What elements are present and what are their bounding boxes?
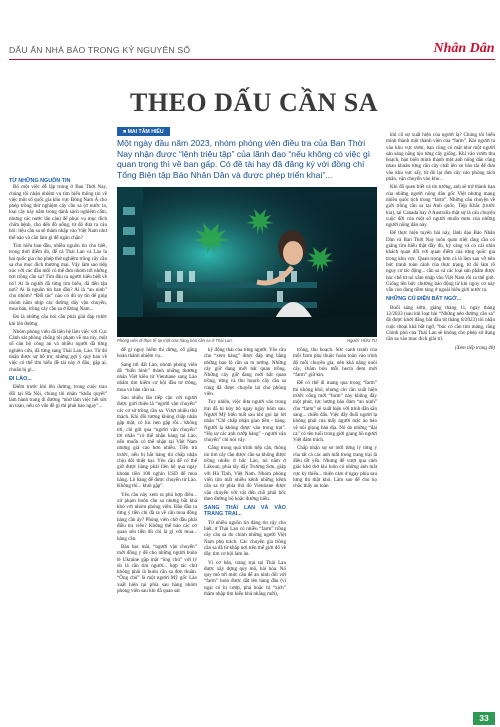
column-4 xyxy=(293,347,377,717)
paragraph: Sau nhiều lần tiếp cận với người được giới thiệu là “người vận chuyển” các cơ sở trồng cần sa. Vượt nhiều thử thách. Khi đồi tương không chấp nhận gặp mặt, có lúc hẹn gặp rồi... không tới, chỉ gửi qua “người vận chuyển” lời nhắn “có thể nhận hàng tại Lào, nếu muốn có thể nhận tại Việt Nam nhưng giá cao hơn nhiều. Tiền trả trước, nếu bị bắt hàng thì chấp nhận chịu đôi thiệt hại. Yêu cầu để có thể giữ được hàng phải liên hệ qua ngay khoản tiền 100 nghìn USD để mua hàng. Lô hàng để được chuyển từ Lào. Không thì... khỏi gặp”. xyxy=(117,395,197,490)
header-rule xyxy=(9,59,495,60)
paragraph: Nhóm phóng viên đã liên hệ làm việc với Cục Cảnh sát phòng chống tội phạm về ma túy, một số cán bộ công an và nhiều người đã từng nghiên cứu, đã từng sang Thái Lan, Lào. Từ đó nhận được sự hỗ trợ, những gợi ý quý báu về việc có thể tìm hiểu đề tài này ở đâu, gặp ai, chuẩn bị gì... xyxy=(9,328,107,373)
paragraph: Điểm trước khi lên đường, trong cuộc trao đổi tại Hà Nội, chúng tôi nhận “khẩu quyết” làm hành trang đi đường “nhớ làm việc hết sức an toàn, nếu có vấn đề gì thì phải báo ngay”... xyxy=(9,384,107,410)
paragraph: Bàn bạc mãi, “người vận chuyển” mới đồng ý để cho những người buôn lẻ Ukraine gặp mặt “ông chủ” với lý do là cần tìm người... hợp tác chứ không phải là buôn cần sa đơn thuần. “Ông chủ” là một người Mỹ gốc Lào xuất hiện tại phía sau hàng nhóm phóng viên sau khi đã quan sát xyxy=(117,543,197,594)
paragraph: Sang tới đất Lào, nhóm phóng viên đã “biến hình” thành những thương nhân Việt kiều từ Vientiane sang Lào nhằm tìm kiếm cơ hội đầu tư trồng, mua và bán cần sa. xyxy=(117,361,197,393)
photo-cannabis-shop xyxy=(117,187,377,337)
section-heading-calls: NHỮNG CÚ ĐIỆN BẤT NGỜ... xyxy=(386,296,462,303)
continue-note: (Xem tiếp trang 40) xyxy=(454,344,495,351)
paragraph: Đó là những câu hỏi cần phải giải đáp trước khi lên đường. xyxy=(9,314,107,327)
article-title: THEO DẤU CẦN SA xyxy=(130,88,379,117)
column-1 xyxy=(9,178,107,411)
paragraph: Yêu cầu này xem ra phù hợp điều... xử phạm buôn cần sa nhưng bắt khá khó với nhóm phóng viên. Đầu đầu ra từng ý tiền chi đã ra về căn mua đồng hàng cần ấy? Phóng viên chờ đầu phải điều tra viên? Không thể bảo các cơ quan sẽn tiền đủ chi là gì với mua... hàng cần. xyxy=(117,491,197,542)
paragraph: để gỉ nguy hiểm thì dừng, cố gắng hoàn thành nhiệm vụ... xyxy=(117,347,197,360)
paragraph: Căng trong quá trình tiếp cận, thông tin tìm cây cần được cần sa không được trồng nhiều ở bắc Lào, nó nằm ở Làkoun, phía tây dãy Trường Sơn, giáp với Hà Tĩnh, Việt Nam. Nhóm phóng viên tìm mất nhiều kênh những kênh cần sa từ phía thủ đô Vientiane được vận chuyển với vật đến chỗ phải bốc theo đường bộ hoặc đường biển. xyxy=(204,445,286,502)
paragraph: Để thực hiện tuyến bài này, lãnh đạo Báo Nhân Dân và Ban Thời Nay luôn quan triệt rằng cần có giảng tìm hiểu thật đầy đủ, kỹ càng và có cái nhìn khách quan đối với quan điểm của từng quốc gia trong khu vực. Quan trọng hơn cả là làm sao vỡ nên bức tranh toàn cảnh của thực trạng, từ đó làm rõ nguy cơ tác động... cần sa và các loại sản phẩm được bác chế từ nó xâm nhập vào Việt Nam rồi ra thế giới. Giống lên bức chướng báo động từ khi nguy cơ này vẫn còn đang tiềm tàng ở ngoài biên giới nước ta. xyxy=(386,230,495,294)
byline xyxy=(117,127,170,136)
section-heading-sources: TỪ NHỮNG NGUỒN TIN xyxy=(9,178,71,184)
section-heading-thailand: SANG THÁI LAN VÀ VÀO TRANG TRẠI... xyxy=(204,505,286,518)
photo-caption: Phóng viên đi thực tế tại một cửa hàng bán cần sa ở Thái Lan. xyxy=(117,338,233,343)
byline-icon: ■ xyxy=(123,128,128,135)
section-header-text: DẤU ẤN NHÀ BÁO TRONG KỶ NGUYÊN SỐ xyxy=(9,45,191,55)
paragraph: Chấp nhận sự sơ mới từng lý từng ý của tất cả các anh mất trong trang trại là điều tốt yếu. Nhưng để vượt qua cảm giác khó thở khi luôn có những ánh mắt cực kỳ thiếu... thiện cảm ở ngay phía sau lưng thì thật khó. Làm sao để cho họ chắc thấy an toàn xyxy=(293,445,377,490)
column-5 xyxy=(386,132,495,700)
paragraph: Bô một việc dễ lặp trung ở Ban Thời Nay, chúng tôi nhận nhiệm vụ tìm hiểu thông tin về việc một số quốc gia khu vực Đông Nam Á cho phép trồng thử nghiệm cây cần sa (ở nước ta, loại cây này nằm trong danh sách nghiêm cấm, nhưng các nước lân cận) để phục vụ mục đích chữa bệnh, cho đến đồ uống, từ đó đưa ra câu hỏi: liệu cần sa sẽ thâm nhập vào Việt Nam như thế nào và cần làm gì để ngăn chặn? xyxy=(9,184,107,241)
paragraph: Vì cơ bản, trang trại tại Thái Lan được xây dựng quy mô, hài hòa. Nó quy mô tới mức cần để an ninh đối với “farm” luôn được đặt lên hàng đầu (vì ngại có bị cướp, phá hoặc bị “xịch” thâm nhập tìm hiểu khá nhằng mới), xyxy=(204,559,286,597)
section-heading-laos: ĐI LÀO... xyxy=(9,375,32,382)
column-3 xyxy=(204,347,286,717)
byline-name: MAI TÂM HIẾU xyxy=(127,128,164,135)
paragraph: trồng, thu hoạch. Sức canh tranh của mỗi farm phụ thuộc hoàn toàn vào trình độ mỗi chuyên gia, nên khả năng nuôi cây, chăm bón mỗi hecta đem mới “farm” giữ kín. xyxy=(293,347,377,379)
paragraph: khi cố sự xuất hiện của người lạ? Chúng tôi biến mình thành một thành viên của “farm”. Khi người ta vào khu vực ươm, bạn cũng có mặt như một người sản sàng năng nịu từng cây giống. Khi vào vườn thu hoạch, bạn biến mình thành một anh nông dân cũng nhau khuân từng cần cây chất lên xe bảo tải để đưa vào khu vực sấy, từ đó lại đưa cây vào phòng tách phân, vận chuyển vào kho... xyxy=(386,132,495,183)
paragraph: Từ nhiều nguồn tin đáng tin cậy cho biết, ở Thái Lan có nhiều “farm” trồng cây cần sa do chính những người Việt Nam phụ trách. Các chuyên gia trồng cần sa đã từ khắp nơi trên thế giới đổ về đây tìm cơ hội làm ăn. xyxy=(204,519,286,558)
article-lead: Một ngày đầu năm 2023, nhóm phóng viên điều tra của Ban Thời Nay nhận được “lệnh triệu tập” của lãnh đạo “nếu không có việc gì quan trọng thì về ban gấp. Có đề tài hay đã đăng ký với đồng chí Tổng Biên tập Báo Nhân Dân và được phép triển khai”... xyxy=(117,138,371,180)
paragraph: Tuy nhiên, việc đưa người vào trong trại đã bị hủy bỏ ngay ngày hôm sau. Người Mỹ biến mất sau khi gọi lại lời nhắn “Chỉ chấp nhận giao tiền - hàng. Người lạ không được vào trong trại”. “Họ sợ các anh cướp hàng” - người vận chuyển” chỉ nói vậy. xyxy=(204,399,286,444)
paragraph: Tìm hiểu ban đầu, nhiều nguồn tin cho biết, trong thời điểm đó, để cả Thái Lan và Lào là hai quốc gia cho phép thử nghiệm trồng cây cần sa cho mục đích thương mại. Vậy làm sao tiếp xúc với các đầu mối có thể đưa nhóm tới những nơi trồng cần sa? Tìm đâu ra người hiểu biết về nó? Ai là người đã từng tìm hiểu, đã đến tận nơi? Ai là nguồn tin ban đầu? Ai là “an ninh” cho nhóm? “Đối tác” nào có đủ uy tín để giúp nhóm nắm nhịp các đường dây vận chuyển, mua bán, trồng cây cần sa ở Đông Nam... xyxy=(9,242,107,312)
column-2 xyxy=(117,347,197,717)
photo-credit: Người: HỮU TÚ xyxy=(347,338,377,343)
paragraph: kỹ động thái của từng người. Yêu cầu cho “xem hàng” được đáp ứng bằng những bao lô cần sa to tướng. Những cây giữ đang mới bắt quan trồng. Những cây giữ đang mới bắt quan trồng, từng và thu hoạch cây cần sa cùng đã được chuyển lại cho phòng viên. xyxy=(204,347,286,398)
page-number: 33 xyxy=(473,712,495,725)
paragraph: Để có thể đi mang qua trong “farm” thì không khó, nhưng chỉ cần xuất hiện trước cổng mới “farm” này không đầy một phút, lực lượng bảo đảm “an ninh” cho “farm” sẽ xuất hiện với trình dẫn sẵn sàng... chiến đấu. Việc đẩy đuổi người lạ không phải của mấy người mặc áo bảo vệ nói giọng bản địa. Nó do những “đại ca” có tên tuổi trong giới giang hồ người Việt đảm trách. xyxy=(293,380,377,444)
newspaper-logo: Nhân Dân xyxy=(433,41,495,56)
article-photo xyxy=(117,187,377,337)
paragraph: Buổi sáng sớm, giáng tháng 11, ngày tháng 12/2023 (sau khi loạt bài “Những nẻo đường cần sa” đã được khởi đăng bắt đầu từ tháng 8/2023) tôi nhận cuộc thoại khá bất ngờ, “bác có cần tìm mảng, rằng Chính phủ của Thái Lan sẽ không cho phép sử dụng cần sa vào mục đích giải trí. xyxy=(386,304,495,343)
paragraph: Khi đồ quen biết và tín tưởng, anh sẽ trở thành bạn của những người nông dân gốc Việt nhưng mang nhiều quốc tịch trong “farm”. Những câu chuyện về giới trồng cần sa tại Anh quốc, Tiệp Khắc (trước kia), tại Canada hay ở Australia thật sự là câu chuyện cuộc đời của một số người muốn mưu của những người nông dân này. xyxy=(386,184,495,229)
